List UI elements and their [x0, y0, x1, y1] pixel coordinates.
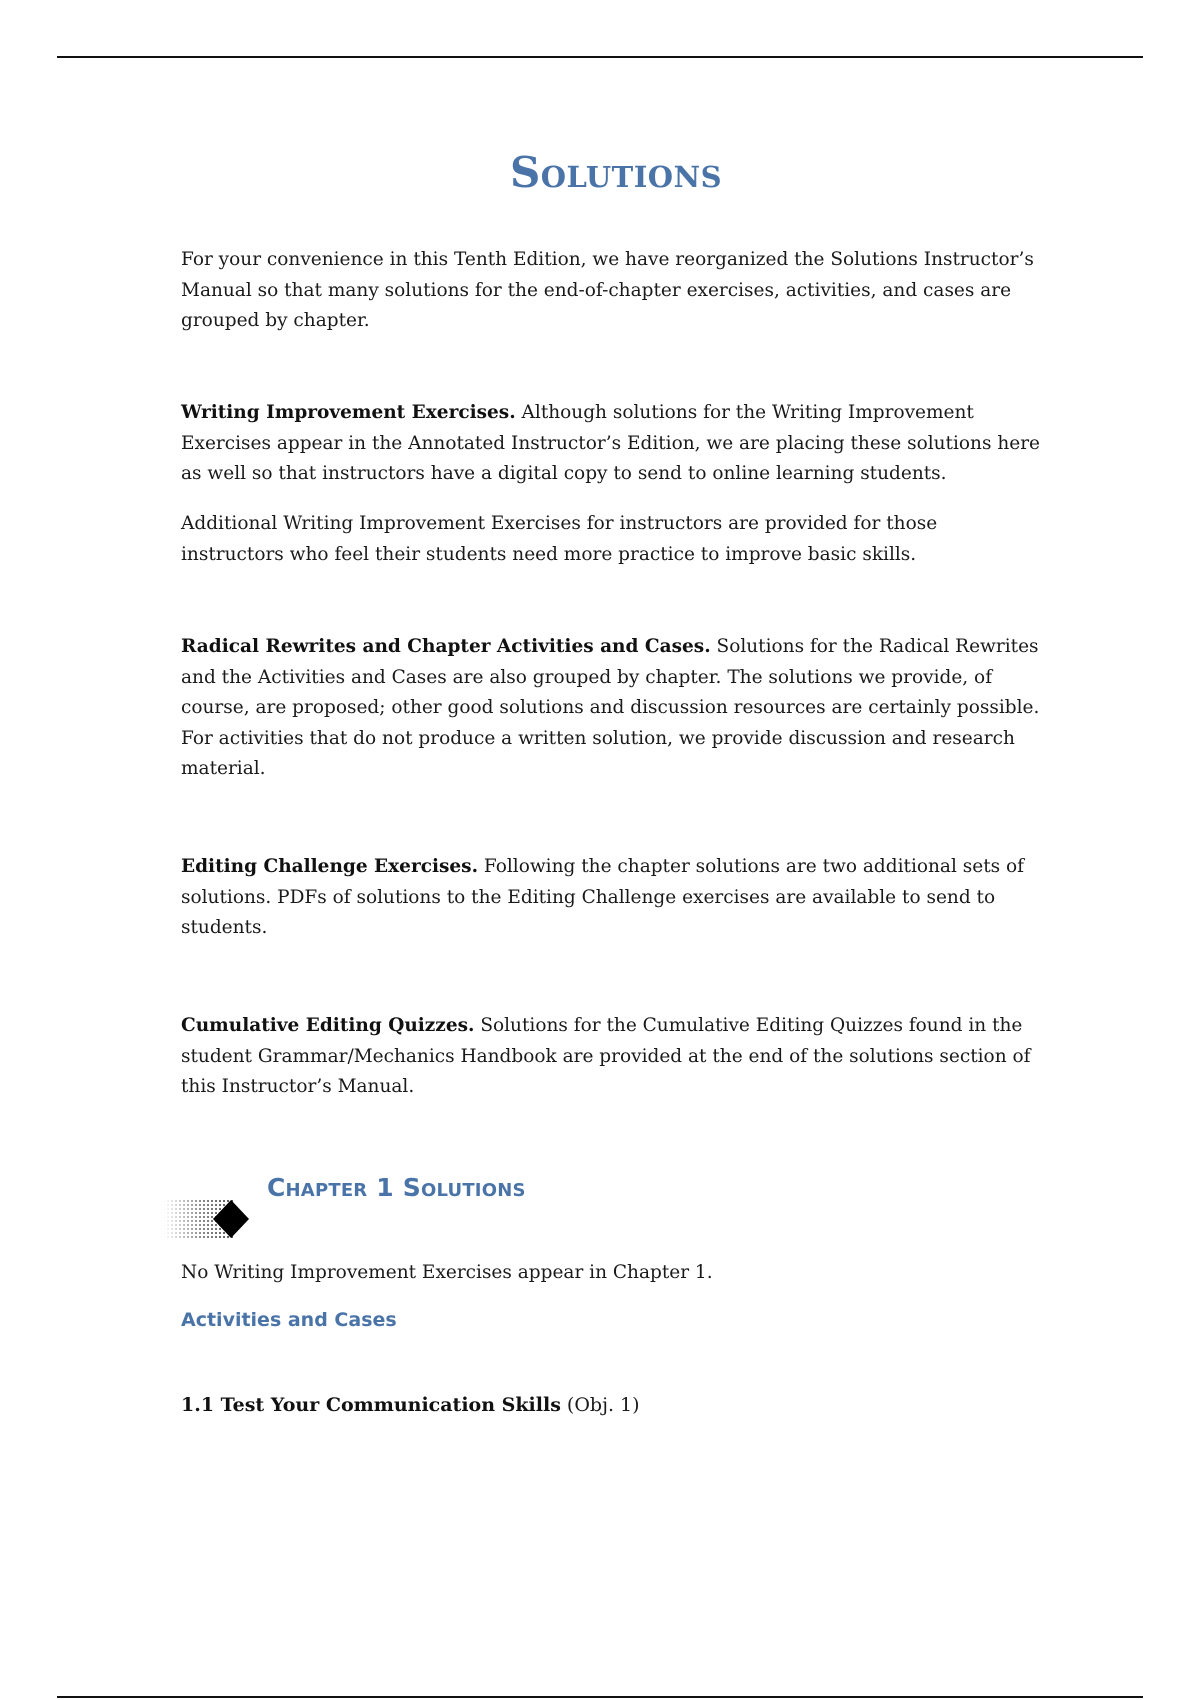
- writing-improvement-additional-paragraph: [181, 509, 1041, 570]
- page-title: Solutions: [509, 148, 723, 197]
- activities-cases-heading: Activities and Cases: [181, 1309, 397, 1331]
- bottom-rule: [57, 1696, 1143, 1698]
- writing-improvement-additional-text: Additional Writing Improvement Exercises for instructors are provided for those instructors who feel their students need more practice to improve basic skills.: [181, 513, 938, 565]
- writing-improvement-text: Although solutions for the Writing Improvement Exercises appear in the Annotated Instructor’s Edition, we are placing these solutions here as well so that instructors have a digital copy to send to online learning students.: [181, 402, 1040, 484]
- activity-heading: [181, 1390, 640, 1420]
- chapter-note-text: No Writing Improvement Exercises appear in Chapter 1.: [181, 1262, 713, 1283]
- activity-objective: (Obj. 1): [560, 1394, 640, 1416]
- radical-rewrites-paragraph: [181, 632, 1041, 785]
- top-rule: [57, 56, 1143, 58]
- cumulative-quizzes-text: Solutions for the Cumulative Editing Quizzes found in the student Grammar/Mechanics Handbook are provided at the end of the solutions section of this Instructor’s Manual.: [181, 1015, 1031, 1097]
- activity-title: 1.1 Test Your Communication Skills: [181, 1394, 561, 1416]
- writing-improvement-paragraph: [181, 398, 1041, 490]
- editing-challenge-text: Following the chapter solutions are two additional sets of solutions. PDFs of solutions to the Editing Challenge exercises are available to send to students.: [181, 856, 1024, 938]
- editing-challenge-paragraph: [181, 852, 1041, 944]
- intro-text: For your convenience in this Tenth Edition, we have reorganized the Solutions Instructor’s Manual so that many solutions for the end-of-chapter exercises, activities, and cases are grouped by chapter.: [181, 249, 1034, 331]
- intro-paragraph: [181, 245, 1041, 337]
- halftone-diamond-icon: [163, 1196, 253, 1242]
- chapter-note-paragraph: [181, 1258, 1041, 1289]
- cumulative-quizzes-paragraph: [181, 1011, 1041, 1103]
- chapter-heading: Chapter 1 Solutions: [267, 1173, 526, 1202]
- radical-rewrites-lead: Radical Rewrites and Chapter Activities and Cases.: [181, 636, 711, 657]
- writing-improvement-lead: Writing Improvement Exercises.: [181, 402, 516, 423]
- editing-challenge-lead: Editing Challenge Exercises.: [181, 856, 479, 877]
- radical-rewrites-text: Solutions for the Radical Rewrites and the Activities and Cases are also grouped by chapter. The solutions we provide, of course, are proposed; other good solutions and discussion resources are certainly possible. For activities that do not produce a written solution, we provide discussion and research material.: [181, 636, 1040, 779]
- cumulative-quizzes-lead: Cumulative Editing Quizzes.: [181, 1015, 475, 1036]
